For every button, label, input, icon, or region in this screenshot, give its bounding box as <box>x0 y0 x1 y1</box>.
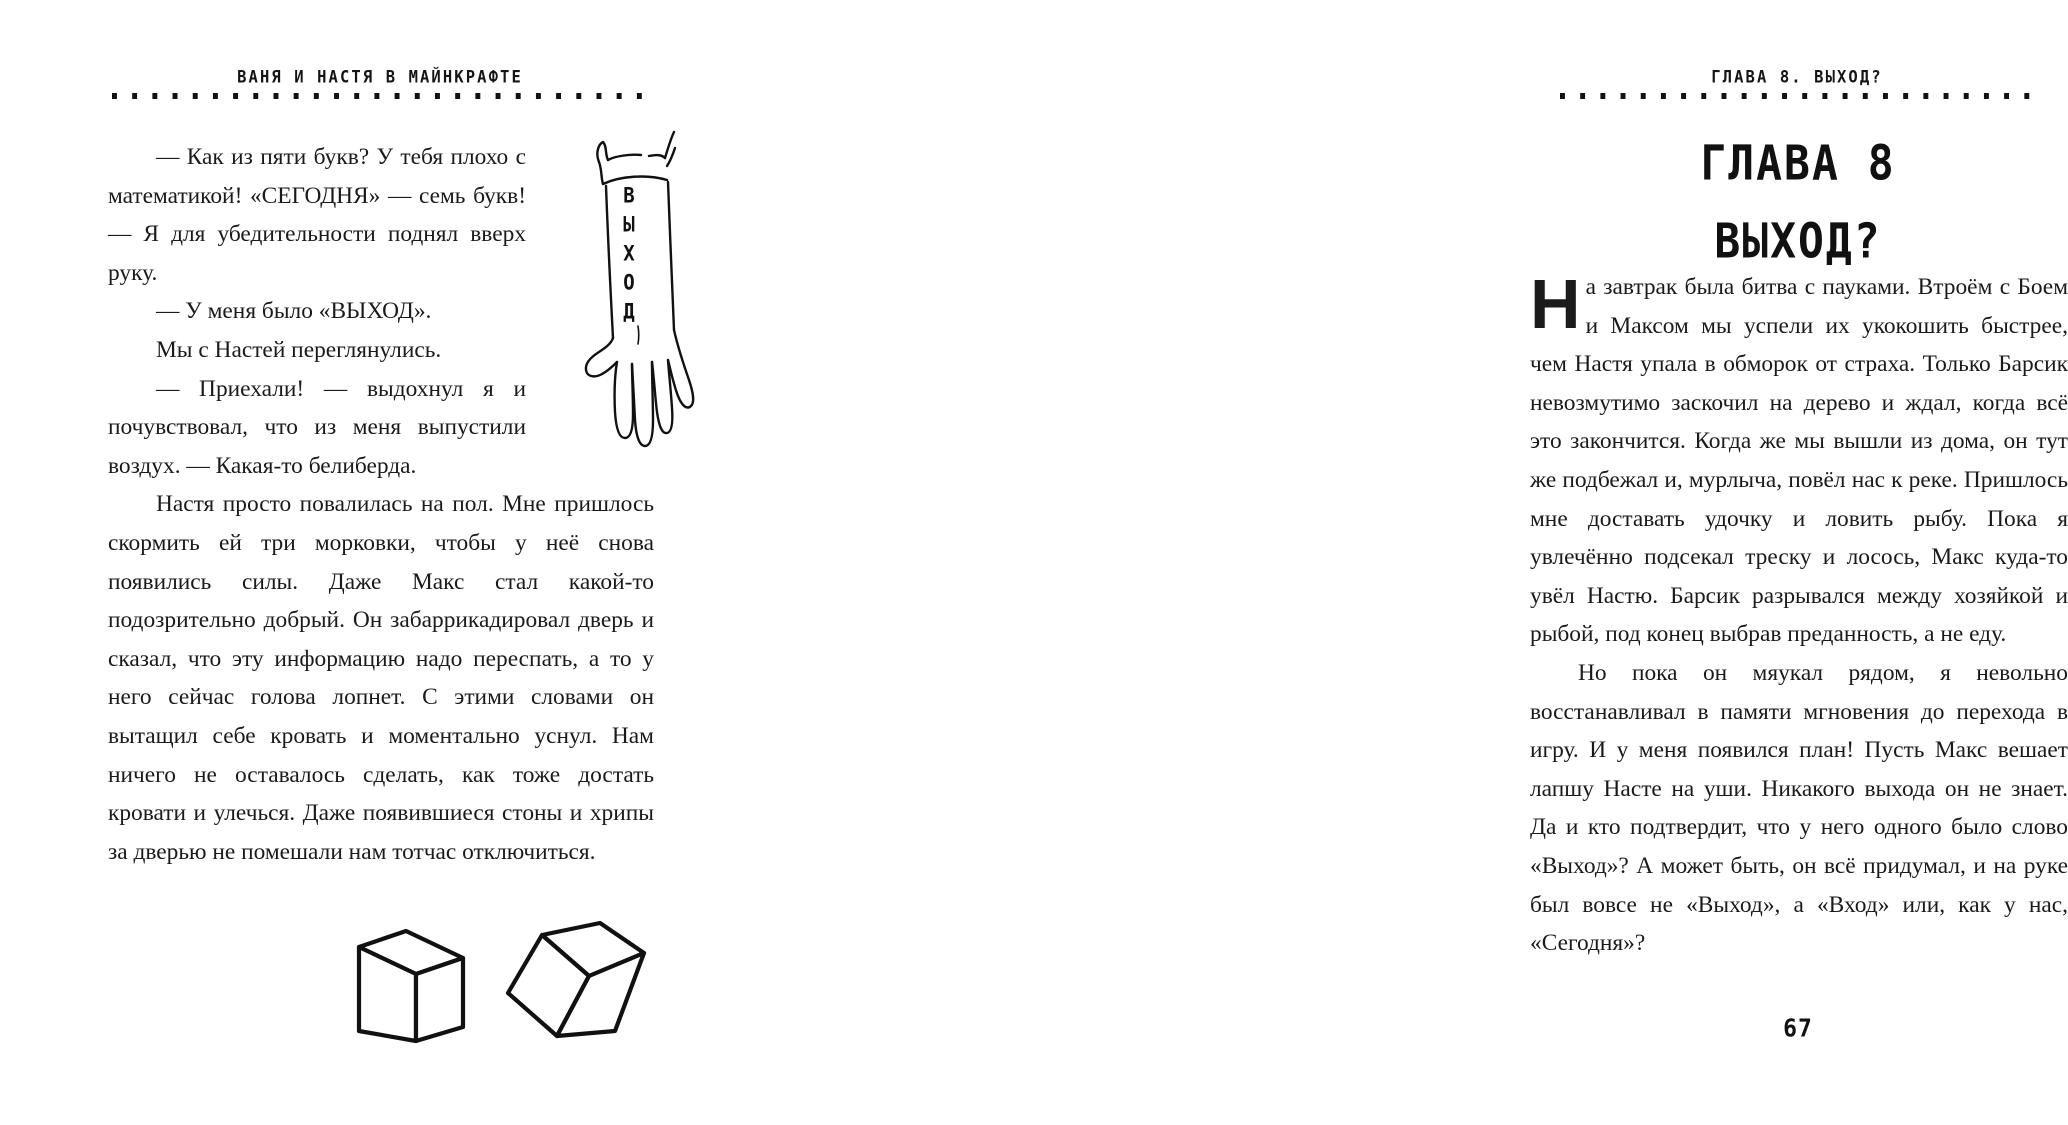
left-page <box>0 0 724 1125</box>
paragraph: — Приехали! — выдохнул я и почувствовал, что из меня выпустили воздух. — Какая-то белиберда. <box>108 375 526 479</box>
paragraph: Мы с Настей переглянулись. <box>155 336 442 363</box>
arm-letter-4: О <box>623 270 635 296</box>
page-number: 67 <box>1783 1014 1813 1044</box>
paragraph-text: а завтрак была битва с пауками. Втроём с Боем и Максом мы успели их укокошить быстрее, чем Настя упала в обморок от страха. Только Барсик невозмутимо заскочил на дерево и ждал, когда всё это закончится. Когда же мы вышли из дома, он тут же подбежал и, мурлыча, повёл нас к реке. Пришлось мне доставать удочку и ловить рыбу. Пока я увлечённо подсекал треску и лосось, Макс куда-то увёл Настю. Барсик разрывался между хозяйкой и рыбой, под конец выбрав преданность, а не еду. <box>1530 274 2068 648</box>
cube-right-face <box>416 958 463 1041</box>
arm-letter-3: Х <box>623 241 635 267</box>
drop-cap: Н <box>1530 265 1581 343</box>
arm-letter-5: Д <box>623 299 635 325</box>
art-text-wrap-spacer <box>526 138 654 456</box>
running-head-right: ГЛАВА 8. ВЫХОД? <box>1711 67 1883 87</box>
chapter-name: ВЫХОД? <box>1714 214 1882 270</box>
paragraph: Но пока он мяукал рядом, я невольно восстанавливал в памяти мгновения до перехода в игру. И у меня появился план! Пусть Макс вешает лапшу Насте на уши. Никакого выхода он не знает. Да и кто подтвердит, что у него одного было слово «Выход»? А может быть, он всё придумал, и на руке был вовсе не «Выход», а «Вход» или, как у нас, «Сегодня»? <box>1530 659 2068 957</box>
running-head-left: ВАНЯ И НАСТЯ В МАЙНКРАФТЕ <box>237 67 523 87</box>
paragraph: Настя просто повалилась на пол. Мне пришлось скормить ей три морковки, чтобы у неё снова появились силы. Даже Макс стал какой-то подозрительно добрый. Он забаррикадировал дверь и сказал, что эту информацию надо переспать, а то у него сейчас голова лопнет. С этими словами он вытащил себе кровать и моментально уснул. Нам ничего не оставалось сделать, как тоже достать кровати и улечься. Даже появившиеся стоны и хрипы за дверью не помешали нам тотчас отключиться. <box>108 491 654 865</box>
paragraph: — У меня было «ВЫХОД». <box>155 298 432 325</box>
dotted-rule-left <box>112 93 654 99</box>
cubes-illustration <box>330 900 675 1065</box>
paragraph: — Как из пяти букв? У тебя плохо с математикой! «СЕГОДНЯ» — семь букв! — Я для убедительности поднял вверх руку. <box>108 144 526 286</box>
chapter-title <box>1559 136 2037 270</box>
left-text-column <box>108 138 654 871</box>
dotted-rule-right <box>1560 93 2038 99</box>
arm-letter-2: Ы <box>623 212 635 238</box>
right-page <box>724 0 2068 1125</box>
arm-letter-1: В <box>623 183 635 209</box>
right-text-column <box>1530 265 2068 963</box>
chapter-number: ГЛАВА 8 <box>1700 136 1896 192</box>
paragraph-with-dropcap <box>1530 265 2068 654</box>
